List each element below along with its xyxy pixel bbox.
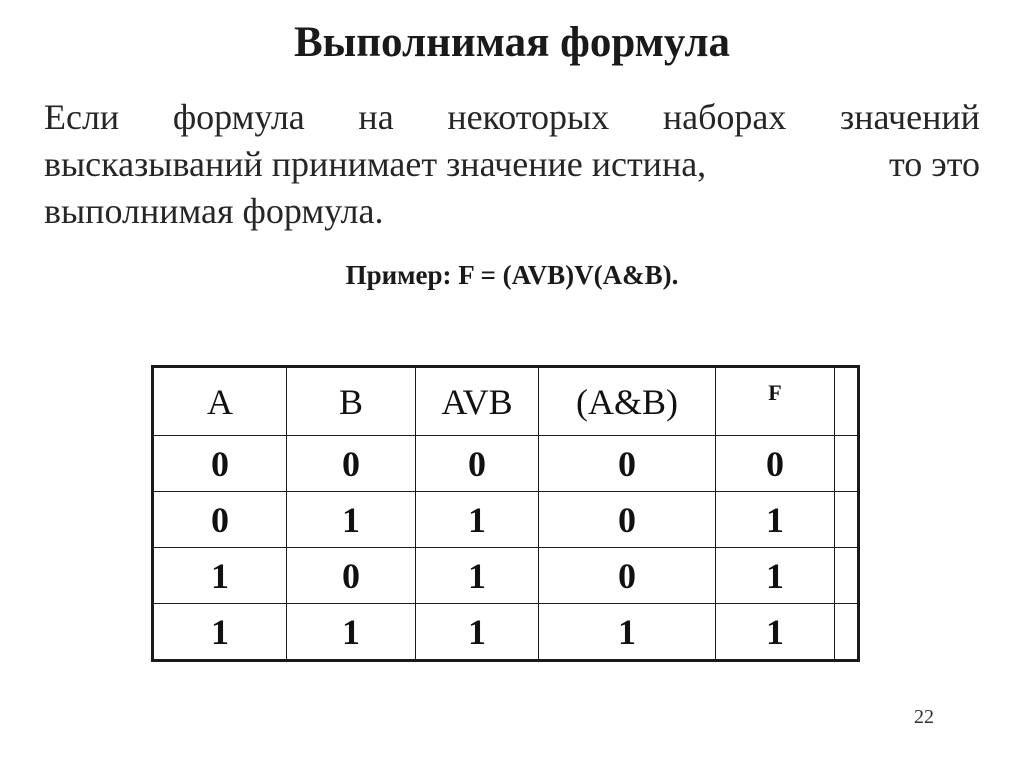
table-cell: 1 [287,492,416,548]
definition-paragraph [44,94,980,235]
header-cell: (A&B) [539,367,716,436]
table-cell: 1 [716,604,835,661]
text-segment: выполнимая формула. [44,191,384,231]
table-cell: 0 [539,492,716,548]
table-cell: 1 [416,492,539,548]
table-cell: 0 [539,548,716,604]
paragraph-line-3 [44,188,980,235]
text-segment: высказываний принимает значение истина, [44,144,707,184]
table-cell: 0 [153,436,287,492]
table-cell: 1 [416,604,539,661]
table-cell: 0 [416,436,539,492]
table-row [153,492,859,548]
header-cell [835,367,859,436]
table-cell: 1 [153,548,287,604]
word: некоторых [447,97,610,137]
table-cell: 0 [716,436,835,492]
word: на [358,97,394,137]
table-cell: 1 [716,548,835,604]
table-header-row [153,367,859,436]
table-cell [835,604,859,661]
table-cell: 1 [716,492,835,548]
slide-title: Выполнимая формула [293,19,730,66]
word: Если [44,97,120,137]
table-cell: 1 [539,604,716,661]
word: наборах [662,97,787,137]
table-cell: 0 [153,492,287,548]
table-row [153,604,859,661]
table-cell: 1 [153,604,287,661]
table-cell: 1 [416,548,539,604]
example-formula: Пример: F = (AVB)V(A&B). [345,260,679,290]
table-cell: 1 [287,604,416,661]
header-cell: AVB [416,367,539,436]
header-cell: B [287,367,416,436]
table-cell: 0 [287,548,416,604]
word: значений [840,97,980,137]
header-cell: F [716,367,835,436]
slide-number: 22 [914,706,934,728]
word: формула [172,97,305,137]
table-cell [835,492,859,548]
paragraph-line-1 [44,94,980,141]
truth-table [151,365,860,662]
table-cell [835,436,859,492]
paragraph-line-2 [44,141,980,188]
table-cell: 0 [539,436,716,492]
header-cell: A [153,367,287,436]
table-cell [835,548,859,604]
table-row [153,436,859,492]
table-row [153,548,859,604]
table-cell: 0 [287,436,416,492]
text-segment: то это [889,144,980,184]
